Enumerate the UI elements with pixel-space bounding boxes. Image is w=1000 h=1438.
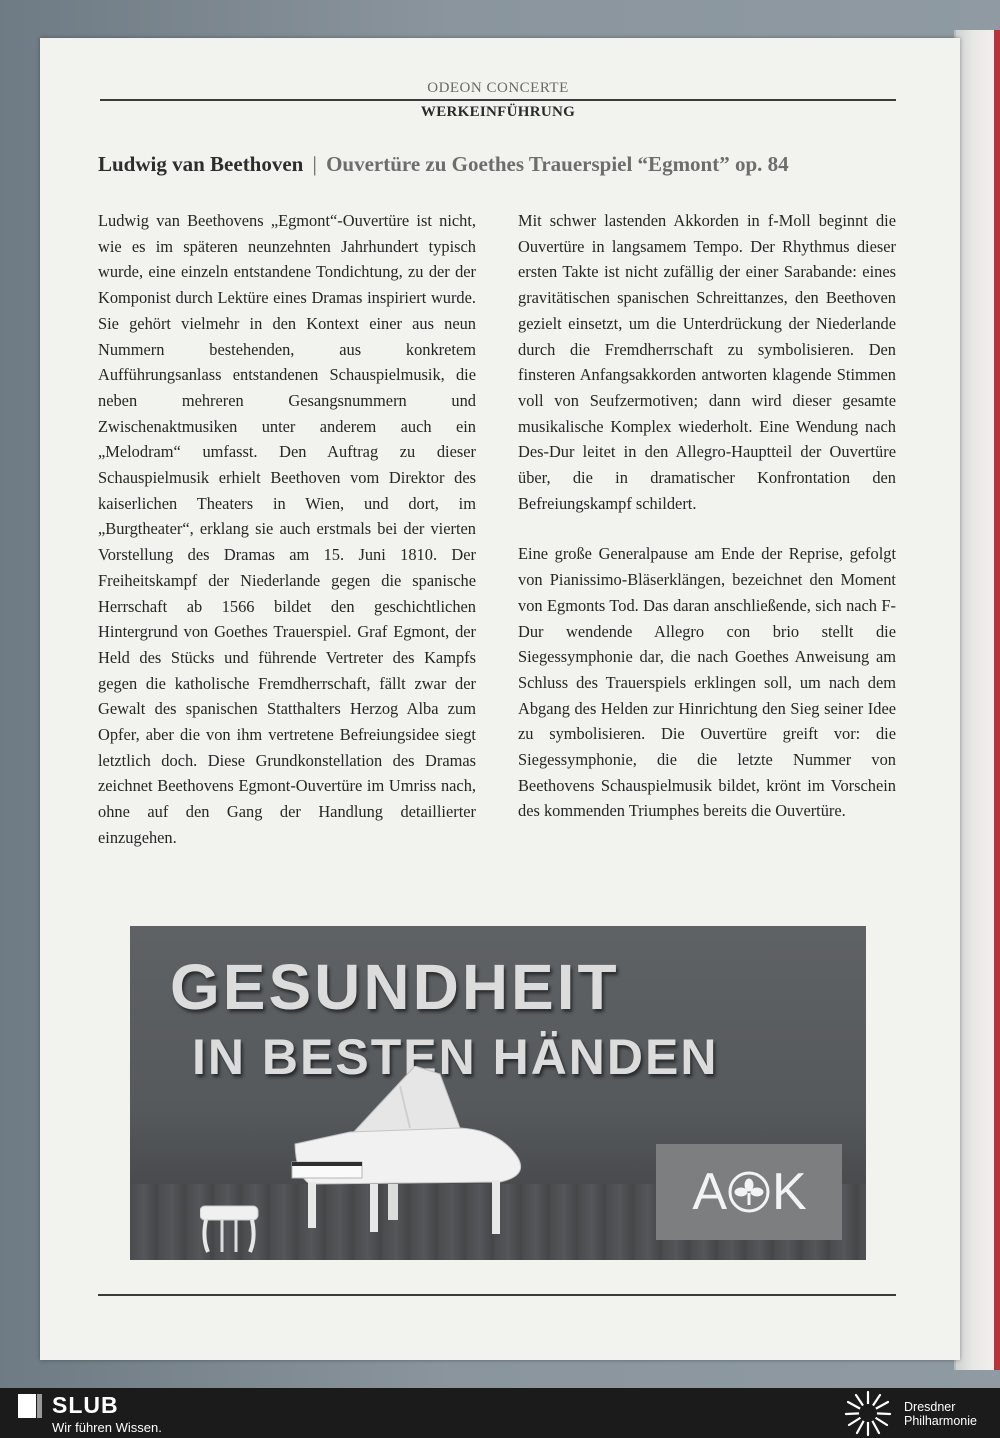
logo-letter-a: A: [692, 1163, 726, 1221]
logo-letter-k: K: [772, 1163, 806, 1221]
header-section: WERKEINFÜHRUNG: [420, 104, 576, 120]
library-tagline: Wir führen Wissen.: [52, 1420, 162, 1435]
title-work: Ouvertüre zu Goethes Trauerspiel “Egmont” op. 84: [326, 152, 789, 176]
library-name: SLUB: [52, 1392, 119, 1418]
title-composer: Ludwig van Beethoven: [98, 152, 304, 176]
paragraph: Ludwig van Beethovens „Egmont“-Ouvertüre ist nicht, wie es im späteren neunzehnten Jahrhundert typisch wurde, eine einzeln entstandene Tondichtung, zu der der Komponist durch Lektüre eines Dramas inspiriert wurde. Sie gehört vielmehr in den Kontext einer aus neun Nummern bestehenden, aus konkretem Aufführungsanlass entstandenen Schauspielmusik, die neben mehreren Gesangsnummern und Zwischenaktmusiken unter anderem auch ein „Melodram“ umfasst. Den Auftrag zu dieser Schauspielmusik erhielt Beethoven vom Direktor des kaiserlichen Theaters in Wien, und dort, im „Burgtheater“, erklang sie auch erstmals bei der vierten Vorstellung des Dramas am 15. Juni 1810. Der Freiheitskampf der Niederlande gegen die spanische Herrschaft ab 1566 bildet den geschichtlichen Hintergrund von Goethes Trauerspiel. Graf Egmont, der Held des Stücks und führende Vertreter des Kampfs gegen die katholische Fremdherrschaft, fällt zwar der Gewalt des spanischen Statthalters Herzog Alba zum Opfer, aber die von ihm vertretene Befreiungsidee siegt letztlich doch. Diese Grundkonstellation des Dramas zeichnet Beethovens Egmont-Ouvertüre im Umriss nach, ohne auf den Gang der Handlung detaillierter einzugehen.: [98, 211, 476, 847]
article-title: [98, 152, 918, 177]
aok-tree-icon: [728, 1171, 770, 1213]
ad-headline-line2: IN BESTEN HÄNDEN: [192, 1029, 719, 1085]
document-page: [40, 38, 960, 1360]
slub-book-icon: [16, 1392, 44, 1420]
philharmonie-sunburst-icon: [844, 1390, 892, 1436]
page-header: [100, 80, 896, 121]
paragraph: Eine große Generalpause am Ende der Reprise, gefolgt von Pianissimo-Bläserklängen, bezeichnet den Moment von Egmonts Tod. Das daran anschließende, sich nach F-Dur wendende Allegro con brio stellt die Siegessymphonie dar, die nach Goethes Anweisung am Schluss des Trauerspiels erklingen soll, um nach dem Abgang des Helden zur Hinrichtung den Sieg seiner Idee zu symbolisieren. Die Ouvertüre greift vor: die Siegessymphonie, die die letzte Nummer von Beethovens Schauspielmusik bildet, krönt im Vorschein des kommenden Triumphes bereits die Ouvertüre.: [518, 544, 896, 821]
text-column-right: [518, 208, 896, 849]
ad-headline-line1: GESUNDHEIT: [170, 951, 620, 1023]
header-brand: ODEON CONCERTE: [427, 80, 569, 96]
advertisement: [130, 926, 866, 1260]
header-rule: [100, 99, 896, 101]
bottom-rule: [98, 1294, 896, 1296]
next-page-edge: [954, 30, 1000, 1370]
viewer-footer: [0, 1388, 1000, 1438]
text-column-left: [98, 208, 476, 876]
partner-line1: Dresdner: [904, 1400, 956, 1414]
partner-name: [904, 1400, 977, 1428]
grand-piano-image: [200, 1066, 560, 1256]
aok-logo: [656, 1144, 842, 1240]
paragraph: Mit schwer lastenden Akkorden in f-Moll beginnt die Ouvertüre in langsamem Tempo. Der Rhythmus dieser ersten Takte ist nicht zufällig der einer Sarabande: eines gravitätischen spanischen Schreittanzes, den Beethoven gezielt einsetzt, um die Unterdrückung der Niederlande durch die Fremdherrschaft zu symbolisieren. Den finsteren Anfangsakkorden antworten klagende Stimmen voll von Seufzermotiven; dann wird dieser gesamte musikalische Komplex wiederholt. Eine Wendung nach Des-Dur leitet in den Allegro-Hauptteil der Ouvertüre über, die in dramatischer Konfrontation den Befreiungskampf schildert.: [518, 211, 896, 513]
title-separator: |: [312, 152, 317, 176]
partner-line2: Philharmonie: [904, 1414, 977, 1428]
